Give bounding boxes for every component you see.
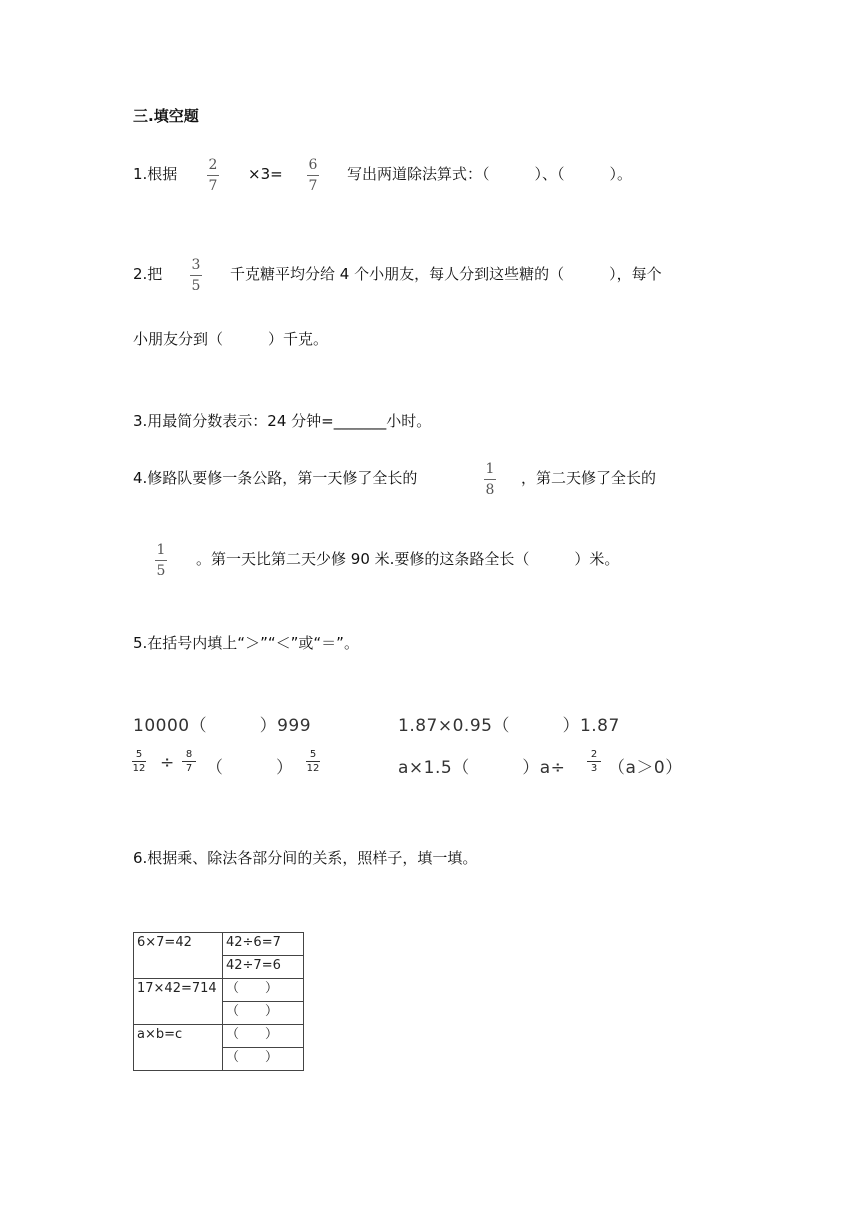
- q2-fraction: [190, 257, 202, 294]
- q1-fraction-a: [207, 157, 219, 194]
- q5-frac-c-denominator: 12: [306, 763, 320, 774]
- fraction-bar: [306, 761, 320, 762]
- q4-frac-b-denominator: 5: [156, 563, 166, 579]
- q4-frac-a-numerator: 1: [485, 461, 495, 477]
- q5-frac-b-numerator: 8: [185, 749, 193, 760]
- q5-item4-left: a×1.5（ ）a÷: [398, 758, 566, 778]
- q5-item4-frac-denominator: 3: [590, 763, 598, 774]
- q2-frac-numerator: 3: [191, 257, 201, 273]
- q5-item3-blank: （ ）: [206, 758, 294, 778]
- table-cell-equation: 17×42=714: [134, 979, 223, 1025]
- fraction-bar: [484, 479, 496, 480]
- q2-line2: 小朋友分到（ ）千克。: [133, 330, 329, 348]
- q3-text: 3.用最简分数表示：24 分钟=_______小时。: [133, 412, 432, 430]
- q2-prefix: 2.把: [133, 265, 163, 283]
- q6-text: 6.根据乘、除法各部分间的关系，照样子，填一填。: [133, 849, 478, 867]
- q4-line2: 。第一天比第二天少修 90 米.要修的这条路全长（ ）米。: [196, 550, 620, 568]
- q1-frac-b-denominator: 7: [308, 178, 318, 194]
- q5-frac-a-numerator: 5: [135, 749, 143, 760]
- fraction-bar: [587, 761, 601, 762]
- fraction-bar: [307, 175, 319, 176]
- q5-item3-fraction-a: [132, 749, 146, 774]
- q5-item4-frac-numerator: 2: [590, 749, 598, 760]
- table-cell-blank: （ ）: [223, 1048, 304, 1071]
- fraction-bar: [207, 175, 219, 176]
- table-cell-blank: （ ）: [223, 979, 304, 1002]
- q4-prefix: 4.修路队要修一条公路，第一天修了全长的: [133, 469, 418, 487]
- q5-item3-op: ÷: [160, 753, 175, 773]
- table-row: [134, 933, 304, 956]
- table-cell-blank: （ ）: [223, 1002, 304, 1025]
- q1-frac-a-numerator: 2: [208, 157, 218, 173]
- q4-fraction-a: [484, 461, 496, 498]
- table-cell-division: 42÷7=6: [223, 956, 304, 979]
- q1-suffix: 写出两道除法算式：（ ）、（ ）。: [347, 165, 633, 183]
- q5-item3-fraction-c: [306, 749, 320, 774]
- q5-item2: 1.87×0.95（ ）1.87: [398, 716, 620, 736]
- section-title: 三.填空题: [133, 107, 199, 125]
- table-cell-equation: a×b=c: [134, 1025, 223, 1071]
- q4-mid: ，第二天修了全长的: [521, 469, 657, 487]
- q4-fraction-b: [155, 542, 167, 579]
- table-row: [134, 979, 304, 1002]
- q4-frac-a-denominator: 8: [485, 482, 495, 498]
- q5-item3-fraction-b: [182, 749, 196, 774]
- q2-frac-denominator: 5: [191, 278, 201, 294]
- relation-table: [133, 932, 304, 1071]
- q5-text: 5.在括号内填上“＞”“＜”或“＝”。: [133, 634, 359, 652]
- q5-frac-c-numerator: 5: [309, 749, 317, 760]
- q1-mid: ×3=: [248, 165, 283, 183]
- table-cell-division: 42÷6=7: [223, 933, 304, 956]
- fraction-bar: [190, 275, 202, 276]
- q5-item1: 10000（ ）999: [133, 716, 312, 736]
- q5-item4-right: （a＞0）: [608, 758, 683, 778]
- q4-frac-b-numerator: 1: [156, 542, 166, 558]
- q1-frac-b-numerator: 6: [308, 157, 318, 173]
- q5-frac-a-denominator: 12: [132, 763, 146, 774]
- table-cell-blank: （ ）: [223, 1025, 304, 1048]
- fraction-bar: [132, 761, 146, 762]
- table-row: [134, 1025, 304, 1048]
- q2-line1: 千克糖平均分给 4 个小朋友，每人分到这些糖的（ ），每个: [230, 265, 662, 283]
- q1-prefix: 1.根据: [133, 165, 178, 183]
- table-cell-equation: 6×7=42: [134, 933, 223, 979]
- fraction-bar: [155, 560, 167, 561]
- q1-fraction-b: [307, 157, 319, 194]
- q5-item4-fraction: [587, 749, 601, 774]
- fraction-bar: [182, 761, 196, 762]
- q1-frac-a-denominator: 7: [208, 178, 218, 194]
- q5-frac-b-denominator: 7: [185, 763, 193, 774]
